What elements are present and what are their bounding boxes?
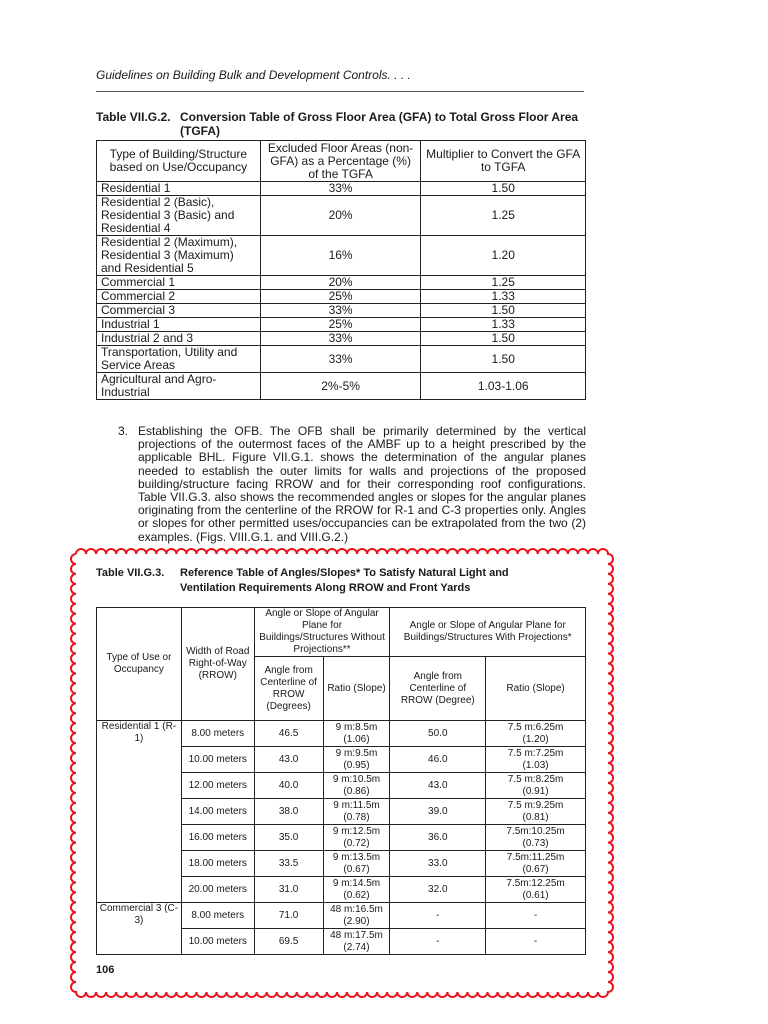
cell-percent: 20% — [260, 276, 421, 290]
cell-width: 20.00 meters — [181, 877, 254, 903]
cell-ratio — [323, 929, 390, 955]
page-number: 106 — [96, 964, 115, 976]
cell-type: Residential 2 (Maximum), Residential 3 (Maximum) and Residential 5 — [97, 236, 261, 276]
slope-value: (0.62) — [343, 889, 370, 901]
slope-value: (1.03) — [522, 759, 549, 771]
cell-angle: 33.5 — [254, 851, 323, 877]
cell-width: 10.00 meters — [181, 929, 254, 955]
cell-angle: 39.0 — [390, 799, 486, 825]
col-header-type: Type of Building/Structure based on Use/Occupancy — [97, 141, 261, 182]
cell-ratio: - — [486, 929, 586, 955]
cell-ratio — [486, 721, 586, 747]
slope-value: (1.06) — [343, 733, 370, 745]
cell-angle: 43.0 — [390, 773, 486, 799]
header-rule — [96, 91, 584, 92]
ratio-value: 7.5 m:6.25m — [507, 721, 564, 733]
cell-type: Industrial 1 — [97, 318, 261, 332]
cell-percent: 2%-5% — [260, 373, 421, 400]
cell-ratio — [323, 799, 390, 825]
table-row — [97, 332, 586, 346]
cell-percent: 33% — [260, 346, 421, 373]
cell-multiplier: 1.50 — [421, 304, 586, 318]
slope-value: (0.91) — [522, 785, 549, 797]
slope-value: (0.78) — [343, 811, 370, 823]
ratio-value: 7.5m:10.25m — [506, 825, 565, 837]
slope-value: (0.95) — [343, 759, 370, 771]
ratio-value: 7.5 m:7.25m — [507, 747, 564, 759]
ratio-value: 48 m:17.5m — [330, 929, 383, 941]
cell-percent: 33% — [260, 304, 421, 318]
col-header-angle-with: Angle from Centerline of RROW (Degree) — [390, 657, 486, 721]
slope-value: (0.61) — [522, 889, 549, 901]
cell-multiplier: 1.50 — [421, 346, 586, 373]
cell-percent: 25% — [260, 290, 421, 304]
slope-value: (0.72) — [343, 837, 370, 849]
col-header-width: Width of Road Right-of-Way (RROW) — [181, 608, 254, 721]
table-row — [97, 903, 586, 929]
cell-multiplier: 1.33 — [421, 290, 586, 304]
table-row — [97, 236, 586, 276]
table1-caption — [96, 110, 586, 138]
table-row — [97, 182, 586, 196]
cell-occupancy-r1: Residential 1 (R-1) — [97, 721, 182, 903]
cell-angle: 69.5 — [254, 929, 323, 955]
cell-type: Residential 1 — [97, 182, 261, 196]
cell-type: Residential 2 (Basic), Residential 3 (Basic) and Residential 4 — [97, 196, 261, 236]
ratio-value: 7.5 m:9.25m — [507, 799, 564, 811]
cell-type: Industrial 2 and 3 — [97, 332, 261, 346]
table-row — [97, 304, 586, 318]
cell-width: 14.00 meters — [181, 799, 254, 825]
ratio-value: 48 m:16.5m — [330, 903, 383, 915]
cell-angle: 35.0 — [254, 825, 323, 851]
cell-type: Commercial 2 — [97, 290, 261, 304]
cell-width: 8.00 meters — [181, 903, 254, 929]
table2-caption-text: Reference Table of Angles/Slopes* To Satisfy Natural Light and Ventilation Requirements Along RROW and Front Yards — [180, 567, 509, 594]
cell-type: Commercial 1 — [97, 276, 261, 290]
ratio-value: 7.5m:12.25m — [506, 877, 565, 889]
ratio-value: 9 m:13.5m — [332, 851, 381, 863]
cell-ratio — [323, 851, 390, 877]
cell-width: 10.00 meters — [181, 747, 254, 773]
cell-multiplier: 1.03-1.06 — [421, 373, 586, 400]
cell-type: Commercial 3 — [97, 304, 261, 318]
cell-angle: 36.0 — [390, 825, 486, 851]
cell-angle: 32.0 — [390, 877, 486, 903]
ratio-value: 9 m:12.5m — [332, 825, 381, 837]
slope-value: (0.73) — [522, 837, 549, 849]
gfa-conversion-table — [96, 140, 586, 400]
cell-percent: 20% — [260, 196, 421, 236]
col-header-excluded: Excluded Floor Areas (non-GFA) as a Percentage (%) of the TGFA — [260, 141, 421, 182]
cell-multiplier: 1.33 — [421, 318, 586, 332]
cell-multiplier: 1.50 — [421, 182, 586, 196]
cell-ratio — [486, 799, 586, 825]
table1-caption-text: Conversion Table of Gross Floor Area (GFA) to Total Gross Floor Area (TGFA) — [180, 110, 579, 138]
table-row — [97, 318, 586, 332]
cell-type: Transportation, Utility and Service Areas — [97, 346, 261, 373]
table-row — [97, 196, 586, 236]
cell-ratio — [323, 773, 390, 799]
cell-ratio — [323, 903, 390, 929]
cell-angle: 33.0 — [390, 851, 486, 877]
slope-value: (0.81) — [522, 811, 549, 823]
cell-angle: 38.0 — [254, 799, 323, 825]
ratio-value: 9 m:14.5m — [332, 877, 381, 889]
col-header-type: Type of Use or Occupancy — [97, 608, 182, 721]
cell-ratio — [486, 773, 586, 799]
ratio-value: 9 m:8.5m — [335, 721, 378, 733]
table-row — [97, 721, 586, 747]
table-row — [97, 290, 586, 304]
slope-value: (1.20) — [522, 733, 549, 745]
ratio-value: 9 m:10.5m — [332, 773, 381, 785]
cell-angle: 71.0 — [254, 903, 323, 929]
running-header: Guidelines on Building Bulk and Development Controls. . . . — [96, 68, 411, 82]
cell-angle: 31.0 — [254, 877, 323, 903]
table-row — [97, 373, 586, 400]
cell-angle: 46.5 — [254, 721, 323, 747]
cell-ratio: - — [486, 903, 586, 929]
cell-occupancy-c3: Commercial 3 (C-3) — [97, 903, 182, 955]
ratio-value: 9 m:11.5m — [333, 799, 380, 811]
cell-multiplier: 1.25 — [421, 196, 586, 236]
slope-value: (2.90) — [343, 915, 370, 927]
cell-ratio — [486, 747, 586, 773]
cell-angle: - — [390, 903, 486, 929]
table-header-row — [97, 608, 586, 657]
ratio-value: 9 m:9.5m — [335, 747, 378, 759]
cell-ratio — [323, 877, 390, 903]
cell-ratio — [323, 825, 390, 851]
list-number: 3. — [118, 424, 129, 438]
slope-value: (0.86) — [343, 785, 370, 797]
cell-width: 12.00 meters — [181, 773, 254, 799]
table-row — [97, 346, 586, 373]
col-header-angle-without: Angle from Centerline of RROW (Degrees) — [254, 657, 323, 721]
ratio-value: 7.5 m:8.25m — [507, 773, 564, 785]
cell-ratio — [486, 851, 586, 877]
cell-percent: 33% — [260, 332, 421, 346]
cell-percent: 33% — [260, 182, 421, 196]
cell-angle: - — [390, 929, 486, 955]
cell-multiplier: 1.50 — [421, 332, 586, 346]
cell-angle: 40.0 — [254, 773, 323, 799]
col-header-without-projections: Angle or Slope of Angular Plane for Buildings/Structures Without Projections** — [254, 608, 390, 657]
table2-caption — [96, 566, 566, 595]
cell-ratio — [486, 877, 586, 903]
cell-angle: 46.0 — [390, 747, 486, 773]
table1-caption-number: Table VII.G.2. — [96, 110, 171, 124]
cell-multiplier: 1.20 — [421, 236, 586, 276]
table-header-row — [97, 141, 586, 182]
table-row — [97, 276, 586, 290]
paragraph-text: Establishing the OFB. The OFB shall be primarily determined by the vertical projections of the outermost faces of the AMBF up to a height prescribed by the applicable BHL. Figure VII.G.1. shows the determination of the angular planes needed to establish the outer limits for walls and projections of the proposed building/structure facing RROW and for their corresponding roof configurations. Table VII.G.3. also shows the recommended angles or slopes for the angular planes originating from the centerline of the RROW for R-1 and C-3 properties only. Angles or slopes for other permitted uses/occupancies can be extrapolated from the two (2) examples. (Figs. VIII.G.1. and VIII.G.2.) — [138, 424, 586, 544]
cell-percent: 16% — [260, 236, 421, 276]
cell-width: 16.00 meters — [181, 825, 254, 851]
cell-width: 8.00 meters — [181, 721, 254, 747]
col-header-ratio-with: Ratio (Slope) — [486, 657, 586, 721]
cell-angle: 50.0 — [390, 721, 486, 747]
col-header-with-projections: Angle or Slope of Angular Plane for Buildings/Structures With Projections* — [390, 608, 586, 657]
col-header-ratio-without: Ratio (Slope) — [323, 657, 390, 721]
cell-angle: 43.0 — [254, 747, 323, 773]
slope-value: (2.74) — [343, 941, 370, 953]
cell-type: Agricultural and Agro-Industrial — [97, 373, 261, 400]
slope-value: (0.67) — [522, 863, 549, 875]
cell-ratio — [323, 747, 390, 773]
cell-ratio — [486, 825, 586, 851]
cell-percent: 25% — [260, 318, 421, 332]
table2-caption-number: Table VII.G.3. — [96, 567, 165, 579]
cell-multiplier: 1.25 — [421, 276, 586, 290]
angles-slopes-table — [96, 607, 586, 955]
col-header-multiplier: Multiplier to Convert the GFA to TGFA — [421, 141, 586, 182]
slope-value: (0.67) — [343, 863, 370, 875]
cell-ratio — [323, 721, 390, 747]
ratio-value: 7.5m:11.25m — [506, 851, 565, 863]
cell-width: 18.00 meters — [181, 851, 254, 877]
